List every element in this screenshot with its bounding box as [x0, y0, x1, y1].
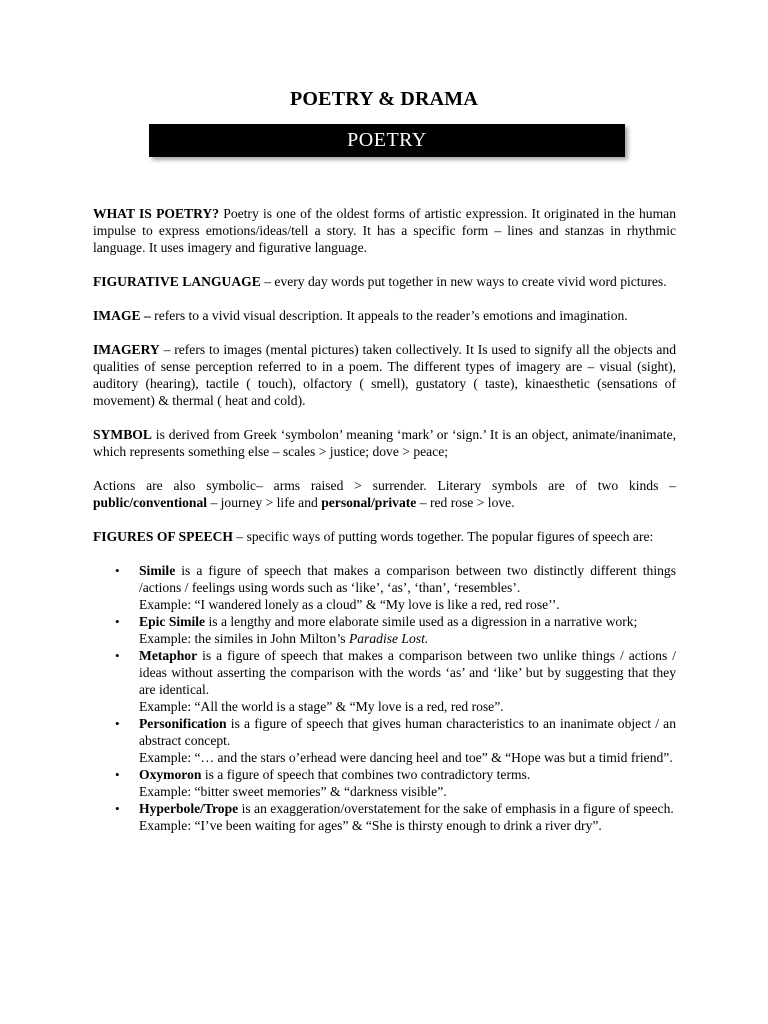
list-item-oxymoron: [93, 766, 676, 800]
paragraph-imagery: [93, 341, 676, 409]
term-label: personal/private: [321, 495, 417, 510]
definition-text: – journey > life and: [207, 495, 322, 510]
example-text: Example: “I wandered lonely as a cloud” & “My love is like a red, red rose’’.: [139, 597, 560, 612]
definition-text: – every day words put together in new ways to create vivid word pictures.: [260, 274, 667, 289]
example-text: Example: “bitter sweet memories” & “darkness visible”.: [139, 784, 447, 799]
example-text: [139, 630, 676, 647]
term-label: FIGURATIVE LANGUAGE: [93, 274, 261, 289]
example-text: Example: “All the world is a stage” & “My love is a red, red rose”.: [139, 699, 504, 714]
definition-text: is a figure of speech that makes a comparison between two unlike things / actions / ideas without asserting the comparison with the words ‘as’ and ‘like’ but by suggesting that they are identical.: [139, 648, 676, 697]
example-title: Paradise Lost.: [348, 631, 429, 646]
definition-text: is a figure of speech that combines two contradictory terms.: [201, 767, 531, 782]
list-item-personification: [93, 715, 676, 766]
definition-text: – specific ways of putting words together. The popular figures of speech are:: [233, 529, 654, 544]
term-label: Simile: [139, 563, 176, 578]
definition-text: is a figure of speech that gives human characteristics to an inanimate object / an abstract concept.: [139, 716, 676, 748]
bullet-icon: •: [115, 767, 120, 782]
page-title: POETRY & DRAMA: [289, 88, 478, 110]
definition-text: is an exaggeration/overstatement for the sake of emphasis in a figure of speech.: [238, 801, 674, 816]
term-label: Epic Simile: [139, 614, 206, 629]
term-label: IMAGERY: [93, 342, 160, 357]
definition-text: is a lengthy and more elaborate simile used as a digression in a narrative work;: [205, 614, 638, 629]
definition-text: is derived from Greek ‘symbolon’ meaning ‘mark’ or ‘sign.’ It is an object, animate/inanimate, which represents something else – scales > justice; dove > peace;: [93, 427, 676, 459]
term-label: IMAGE –: [93, 308, 151, 323]
list-item-hyperbole: [93, 800, 676, 834]
document-body: [93, 205, 676, 834]
term-label: public/conventional: [93, 495, 208, 510]
bullet-icon: •: [115, 716, 120, 731]
bullet-icon: •: [115, 563, 120, 578]
paragraph-figures-of-speech: [93, 528, 676, 545]
term-label: Personification: [139, 716, 227, 731]
paragraph-image: [93, 307, 676, 324]
list-item-metaphor: [93, 647, 676, 715]
paragraph-actions: [93, 477, 676, 511]
paragraph-figurative-language: [93, 273, 676, 290]
bullet-icon: •: [115, 648, 120, 663]
example-prefix: Example: the similes in John Milton’s: [139, 631, 349, 646]
figures-of-speech-list: [93, 562, 676, 834]
term-label: SYMBOL: [93, 427, 152, 442]
term-label: Oxymoron: [139, 767, 202, 782]
definition-text: Actions are also symbolic– arms raised > surrender. Literary symbols are of two kinds –: [93, 478, 676, 493]
bullet-icon: •: [115, 801, 120, 816]
paragraph-symbol: [93, 426, 676, 460]
definition-text: Poetry is one of the oldest forms of artistic expression. It originated in the human impulse to express emotions/ideas/tell a story. It has a specific form – lines and stanzas in rhythmic language. It uses imagery and figurative language.: [93, 206, 676, 255]
definition-text: – red rose > love.: [416, 495, 515, 510]
paragraph-what-is-poetry: [93, 205, 676, 256]
term-label: Hyperbole/Trope: [139, 801, 239, 816]
list-item-simile: [93, 562, 676, 613]
section-banner: POETRY: [149, 124, 625, 157]
term-label: FIGURES OF SPEECH: [93, 529, 233, 544]
definition-text: refers to a vivid visual description. It appeals to the reader’s emotions and imagination.: [150, 308, 628, 323]
definition-text: – refers to images (mental pictures) taken collectively. It Is used to signify all the objects and qualities of sense perception referred to in a poem. The different types of imagery are – visual (sight), auditory (hearing), tactile ( touch), olfactory ( smell), gustatory ( taste), kinaesthetic (sensations of movement) & thermal ( heat and cold).: [93, 342, 676, 408]
definition-text: is a figure of speech that makes a comparison between two distinctly different things /actions / feelings using words such as ‘like’, ‘as’, ‘than’, ‘resembles’.: [139, 563, 676, 595]
term-label: Metaphor: [139, 648, 198, 663]
example-text: Example: “I’ve been waiting for ages” & “She is thirsty enough to drink a river dry”.: [139, 818, 602, 833]
bullet-icon: •: [115, 614, 120, 629]
term-label: WHAT IS POETRY?: [93, 206, 220, 221]
example-text: Example: “… and the stars o’erhead were dancing heel and toe” & “Hope was but a timid friend”.: [139, 750, 673, 765]
list-item-epic-simile: [93, 613, 676, 647]
